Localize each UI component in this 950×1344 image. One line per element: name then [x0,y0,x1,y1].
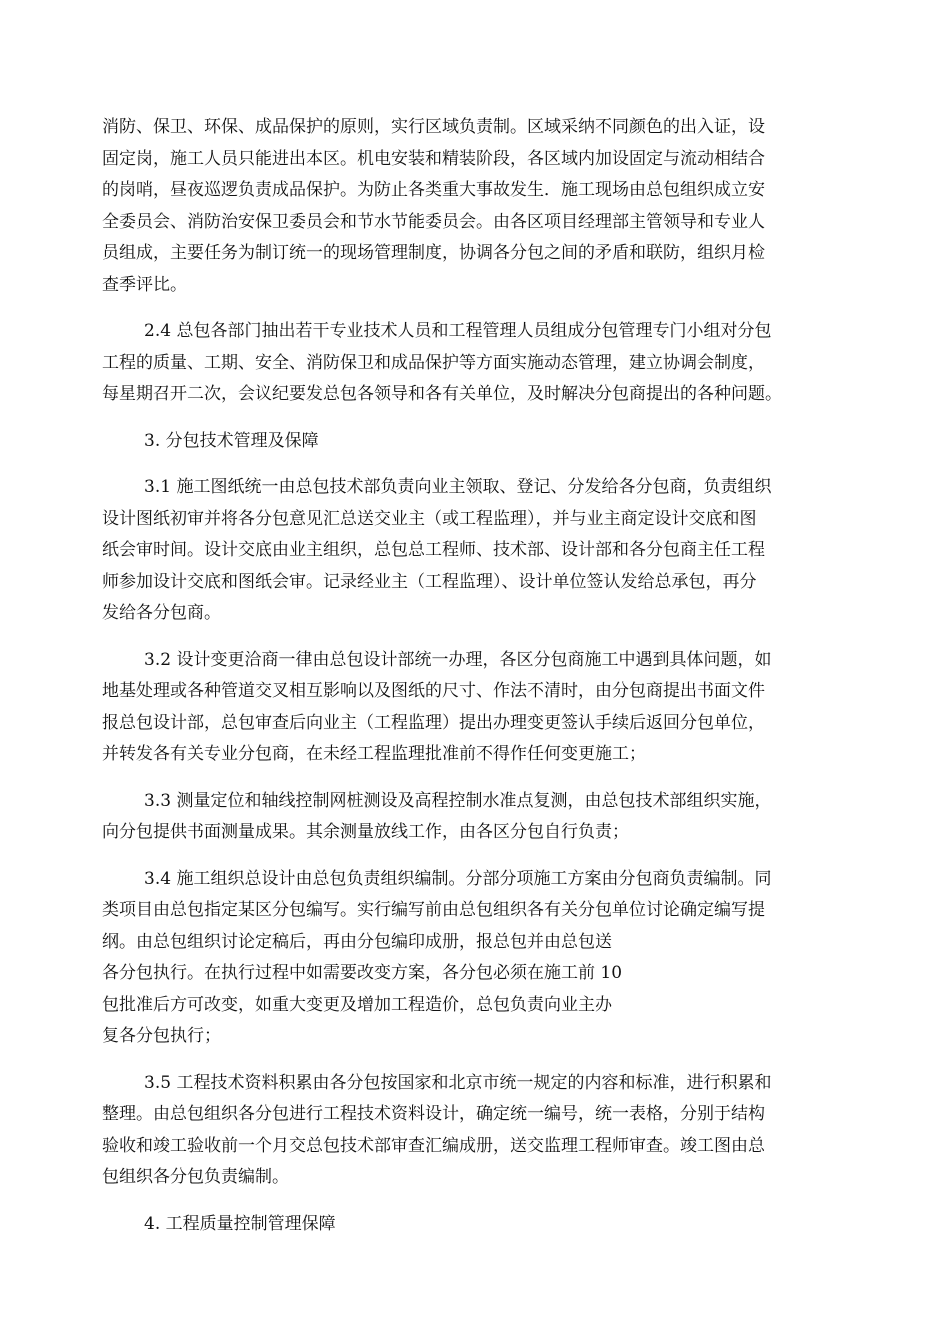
section-heading-4 [102,1209,862,1241]
text-line-truncated [102,958,862,990]
text-line: 类项目由总包指定某区分包编写。实行编写前由总包组织各有关分包单位讨论确定编写提 [102,900,765,920]
text-line: 消防、保卫、环保、成品保护的原则，实行区域负责制。区域采纳不同颜色的出入证，设 [102,117,765,137]
paragraph-3-4 [102,864,862,1053]
document-page [102,112,862,1255]
text-line: 3.4 施工组织总设计由总包负责组织编制。分部分项施工方案由分包商负责编制。同 [144,868,772,889]
paragraph-3-3 [102,786,862,849]
truncated-text: 包批准后方可改变，如重大变更及增加工程造价，总包负责向业主办 [102,994,612,1015]
text-line: 发给各分包商。 [102,603,221,623]
text-line: 向分包提供书面测量成果。其余测量放线工作，由各区分包自行负责； [102,822,629,842]
text-line: 2.4 总包各部门抽出若干专业技术人员和工程管理人员组成分包管理专门小组对分包 [144,321,772,341]
text-line: 师参加设计交底和图纸会审。记录经业主（工程监理）、设计单位签认发给总承包，再分 [102,571,757,592]
text-line: 的岗哨，昼夜巡逻负责成品保护。为防止各类重大事故发生．施工现场由总包组织成立安 [102,180,765,200]
text-line: 固定岗，施工人员只能进出本区。机电安装和精装阶段，各区域内加设固定与流动相结合 [102,148,765,169]
truncated-text: 各分包执行。在执行过程中如需要改变方案，各分包必须在施工前 10 [102,963,623,983]
text-line: 3.2 设计变更洽商一律由总包设计部统一办理，各区分包商施工中遇到具体问题，如 [144,649,772,670]
text-line: 工程的质量、工期、安全、消防保卫和成品保护等方面实施动态管理，建立协调会制度， [102,352,765,373]
text-line: 每星期召开二次，会议纪要发总包各领导和各有关单位，及时解决分包商提出的各种问题。 [102,384,782,404]
text-line: 纸会审时间。设计交底由业主组织，总包总工程师、技术部、设计部和各分包商主任工程 [102,540,765,560]
text-line: 地基处理或各种管道交叉相互影响以及图纸的尺寸、作法不清时，由分包商提出书面文件 [102,681,765,701]
paragraph-site-security [102,112,862,301]
text-line: 3.1 施工图纸统一由总包技术部负责向业主领取、登记、分发给各分包商，负责组织 [144,477,772,497]
text-line: 3.3 测量定位和轴线控制网桩测设及高程控制水准点复测，由总包技术部组织实施， [144,790,772,811]
text-line: 员组成，主要任务为制订统一的现场管理制度，协调各分包之间的矛盾和联防，组织月检 [102,243,765,263]
truncated-text: 纲。由总包组织讨论定稿后，再由分包编印成册，报总包并由总包送 [102,931,612,952]
text-line: 验收和竣工验收前一个月交总包技术部审查汇编成册，送交监理工程师审查。竣工图由总 [102,1135,765,1156]
text-line: 并转发各有关专业分包商，在未经工程监理批准前不得作任何变更施工； [102,744,646,764]
text-line: 设计图纸初审并将各分包意见汇总送交业主（或工程监理），并与业主商定设计交底和图 [102,508,757,529]
text-line-truncated [102,927,862,959]
paragraph-3-1 [102,472,862,630]
text-line: 整理。由总包组织各分包进行工程技术资料设计，确定统一编号，统一表格，分别于结构 [102,1104,765,1124]
section-heading-3 [102,426,862,458]
heading-text: 4. 工程质量控制管理保障 [144,1213,336,1234]
paragraph-3-5 [102,1068,862,1194]
heading-text: 3. 分包技术管理及保障 [144,430,319,451]
text-line: 复各分包执行； [102,1026,221,1046]
text-line: 3.5 工程技术资料积累由各分包按国家和北京市统一规定的内容和标准，进行积累和 [144,1072,772,1093]
text-line: 全委员会、消防治安保卫委员会和节水节能委员会。由各区项目经理部主管领导和专业人 [102,211,765,232]
paragraph-3-2 [102,645,862,771]
text-line: 查季评比。 [102,274,187,295]
text-line-truncated [102,990,862,1022]
text-line: 报总包设计部，总包审查后向业主（工程监理）提出办理变更签认手续后返回分包单位， [102,712,765,733]
paragraph-2-4 [102,316,862,411]
text-line: 包组织各分包负责编制。 [102,1167,289,1187]
